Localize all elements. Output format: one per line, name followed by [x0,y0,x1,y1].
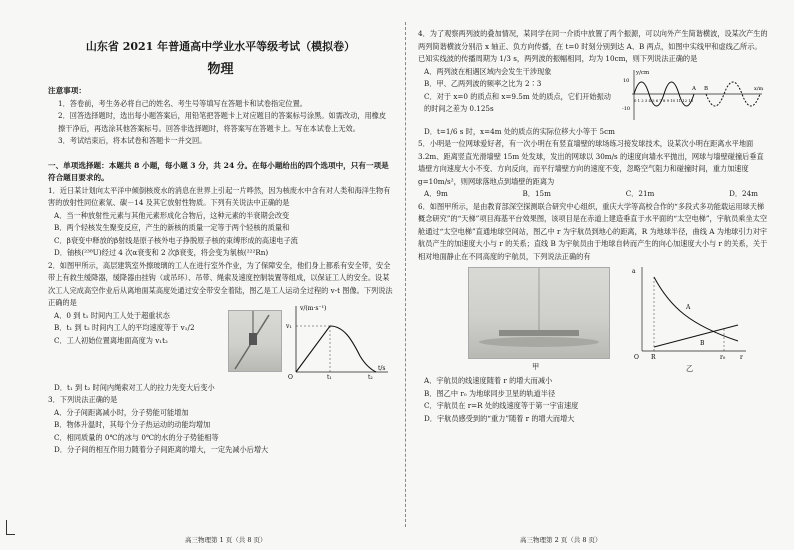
page-divider [405,22,406,527]
line-b-label: B [700,340,705,347]
vt-t1-label: t₁ [327,373,332,380]
q5-option-b: B．15m [522,189,551,198]
wave-x-label: x/m [754,85,764,92]
wave-point-a: A [692,85,696,92]
question-6: 6．如图甲所示，是由教育部深空探测联合研究中心组织，重庆大学等高校合作的“多段式多功能载运用球天梯概念研究”的“天梯”项目海基平台效果图，该项目是在赤道上建造垂直于水平面的“太空电梯”，宇航员乘坐太空舱通过“太空电梯”直通地球空间站，图乙中 r 为宇航员到地心的距离，R 为地球半径，曲线 A 为地球引力对宇航员产生的加速度大小与 r 的关系；直线 B 为宇航员由于地球自转而产生的向心加速度大小与 r 的关系，关于相对地面静止在不同高度的宇航员，下列说法正确的有 [418,201,768,261]
page-1 [48,28,393,528]
radius-r-label: R [651,354,656,361]
q6-option-d: D．宇航员感受到的“重力”随着 r 的增大而增大 [424,413,575,423]
acceleration-graph [630,263,750,361]
q2-option-d: D．t₁ 到 t₂ 时间内绳索对工人的拉力先变大后变小 [54,382,215,392]
q4-option-d: D．t=1/6 s 时，x=4m 处的质点的实际位移大小等于 5cm [424,126,615,136]
r-axis-label: r [740,354,743,361]
question-5: 5．小明是一位网球爱好者，有一次小明在有竖直墙壁的球场练习接发球技术，设某次小明在距离水平地面 3.2m、距离竖直光滑墙壁 15m 处发球，发出的网球以 30m/s 的速度向墙水平抛出，网球与墙壁碰撞后垂直墙壁方向速度大小不变、方向反向，而平行墙壁方向的速度不变，忽略空气阻力和碰撞时间，重力加速度 g=10m/s²，则网球落地点到墙壁的距离为 [418,139,764,186]
window-cleaner-photo [228,310,282,372]
q6-option-c: C．宇航员在 r=R 处的线速度等于第一宇宙速度 [424,401,579,410]
q4-option-b: B．甲、乙两列波的频率之比为 2∶3 [424,79,542,88]
vt-t2-label: t₂ [368,373,373,380]
q1-option-a: A．当一种放射性元素与其他元素形成化合物后，这种元素的半衰期会改变 [54,210,290,220]
wave-y-bottom: -10 [622,105,631,112]
wave-point-b: B [704,85,709,92]
q4-option-c: C．对于 x=0 的质点和 x=9.5m 处的质点，它们开始振动的时间之差为 0.125s [424,91,611,113]
wave-ticks: 0 1 2 3 4 5 6 7 8 9 10 11 12 13 [634,97,694,103]
q2-option-b: B．t₁ 到 t₂ 时间内工人的平均速度等于 v₁/2 [54,323,195,332]
vt-t-unit: t/s [378,364,386,372]
subject-title: 物理 [207,62,234,77]
page-2-footer: 高三物理第 2 页（共 8 页） [520,536,602,544]
exam-title: 山东省 2021 年普通高中学业水平等级考试（模拟卷） [85,40,356,53]
page-1-footer: 高三物理第 1 页（共 8 页） [185,536,267,544]
vt-graph [282,300,392,380]
accel-y-label: a [632,268,636,275]
notice-1: 1．答卷前，考生务必将自己的姓名、考生号等填写在答题卡和试卷指定位置。 [58,98,307,108]
q5-option-c: C．21m [625,189,655,198]
q5-option-d: D．24m [729,189,758,198]
curve-a-label: A [686,304,691,311]
space-elevator-photo [468,267,610,359]
vt-origin: O [288,373,293,380]
q2-option-a: A．0 到 t₁ 时间内工人处于超重状态 [54,310,170,320]
q1-option-c: C．β衰变中释放的β射线是原子核外电子挣脱原子核的束缚形成的高速电子流 [54,235,298,245]
q1-option-d: D．铀核(²³⁸U)经过 4 次α衰变和 2 次β衰变，将会变为氡核(²²²Rn) [54,248,269,257]
q1-option-b: B．两个轻核发生聚变反应，产生的新核的质量一定等于两个轻核的质量和 [54,223,290,232]
notice-3: 3．考试结束后，将本试卷和答题卡一并交回。 [58,136,207,145]
q3-option-a: A．分子间距离减小时，分子势能可能增加 [54,407,189,417]
notice-2: 2．回答选择题时，选出每小题答案后，用铅笔把答题卡上对应题目的答案标号涂黑。如需改动，用橡皮擦干净后，再选涂其他答案标号。回答非选择题时，将答案写在答题卡上。写在本试卷上无效。 [58,111,387,133]
accel-origin: O [634,354,639,361]
question-4: 4．为了观察两列波的叠加情况，某同学在同一介质中放置了两个振源，可以向外产生简谐横波，设某次产生的两列简谐横波分别沿 x 轴正、负方向传播，在 t=0 时刻分别到达 A、B 两点，如图中实线甲和虚线乙所示。已知实线波的传播周期为 1/3 s，两列波的振幅相同，均为 10cm，则下列说法正确的是 [418,29,768,63]
q3-option-b: B．物体升温时，其每个分子热运动的动能均增加 [54,420,211,429]
q5-option-a: A．9m [424,189,448,198]
q2-option-c: C．工人初始位置离地面高度为 v₁t₂ [54,335,168,345]
question-1: 1．近日某计划向太平洋中倾倒核废水的消息在世界上引起一片哗然，因为核废水中含有对人类和海洋生物有害的放射性同位素氚、碳－14 及其它放射性物质。下列有关说法中正确的是 [48,185,391,207]
vt-y-label: v/(m·s⁻¹) [300,304,327,312]
wave-y-top: 10 [623,77,630,84]
fig-b-caption: 乙 [686,364,694,373]
q3-option-c: C．相同质量的 0℃的冰与 0℃的水的分子势能相等 [54,432,219,442]
q3-option-d: D．分子间的相互作用力随着分子间距离的增大，一定先减小后增大 [54,445,269,454]
building-sketch [229,311,281,371]
question-2: 2．如图甲所示，高层建筑室外擦玻璃的工人在进行室外作业，为了保障安全，他们身上都系有安全带，安全带上有救生缓降器，缓降器由挂钩（或吊环）、吊带、绳索及速度控制装置等组成，以保证工人的安全。设某次工人完成高空作业后从离地面某高度处通过安全带安全着陆，图乙是工人运动全过程的 v-t 图像。下列说法正确的是 [48,260,393,307]
r0-label: r₀ [720,354,726,361]
wave-y-label: y/cm [636,69,650,76]
q4-option-a: A．两列波在相遇区域内会发生干涉现象 [424,66,552,76]
page-2 [418,28,768,528]
fig-a-caption: 甲 [532,362,540,371]
q6-option-a: A．宇航员的线速度随着 r 的增大而减小 [424,376,553,385]
q6-option-b: B．图乙中 r₀ 为地球同步卫星的轨道半径 [424,388,556,398]
section-heading: 一、单项选择题：本题共 8 小题，每小题 3 分，共 24 分。在每小题给出的四个选项中，只有一项是符合题目要求的。 [48,160,389,182]
question-3: 3．下列说法正确的是 [48,395,118,404]
crop-mark [6,520,15,535]
wave-graph [622,66,768,124]
notice-heading: 注意事项： [48,86,86,95]
vt-v1-label: v₁ [286,322,292,330]
platform-sketch [469,268,609,358]
